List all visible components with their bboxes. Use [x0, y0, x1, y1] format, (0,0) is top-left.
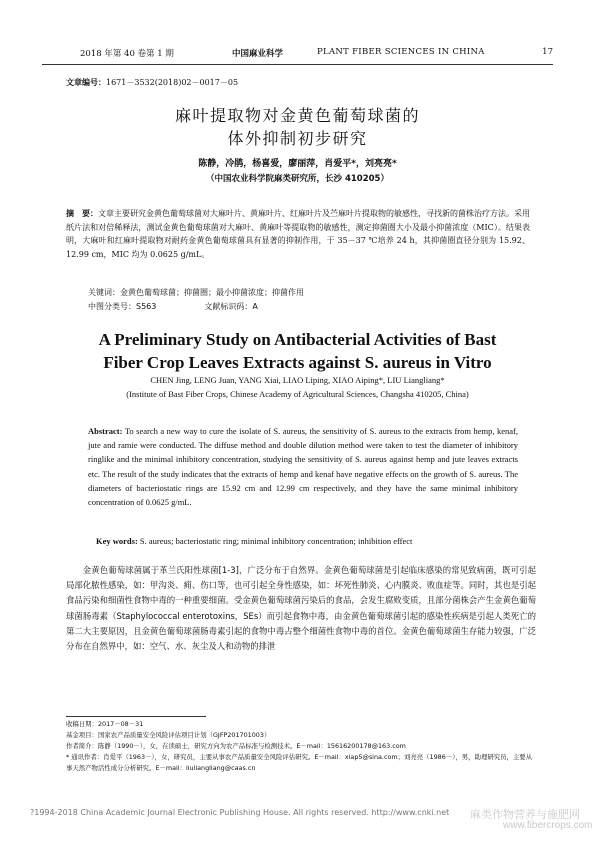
- abstract-en: [88, 424, 518, 509]
- affiliation-cn: （中国农业科学院麻类研究所，长沙 410205）: [206, 174, 389, 184]
- header-rule: [42, 64, 553, 65]
- footnote-fund: 基金项目：国家农产品质量安全风险评估项目计划（GJFP201701003）: [66, 731, 271, 739]
- affiliation-en: (Institute of Bast Fiber Crops, Chinese Academy of Agricultural Sciences, Changsha 410205, China): [126, 389, 469, 399]
- clc-label: 中图分类号：: [88, 302, 136, 311]
- abstract-cn: [66, 207, 530, 261]
- footnote-rule: [66, 716, 206, 717]
- authors-cn: 陈静，冷鹃，杨喜爱，廖丽萍，肖爱平*，刘亮亮*: [198, 159, 397, 169]
- footnote-author: 作者简介：陈静（1990－），女，在读硕士，研究方向为农产品标准与检测技术。E－mail：15616200178@163.com: [66, 742, 406, 750]
- journal-name-en: PLANT FIBER SCIENCES IN CHINA: [317, 47, 485, 57]
- copyright-line: ?1994-2018 China Academic Journal Electronic Publishing House. All rights reserved. http://www.cnki.net: [30, 808, 450, 817]
- doc-code-value: A: [252, 302, 258, 311]
- body-paragraph: 金黄色葡萄球菌属于革兰氏阳性球菌[1-3]，广泛分布于自然界。金黄色葡萄球菌是引起临床感染的常见致病菌，既可引起局部化脓性感染，如：甲沟炎、痈、伤口等，也可引起全身性感染，如：坏死性肺炎、心内膜炎、败血症等。同时，其也是引起食品污染和细菌性食物中毒的一种重要细菌。受金黄色葡萄球菌污染后的食品，会发生腐败变质，且部分菌株会产生金黄色葡萄球菌肠毒素（Staphylococcal enterotoxins，SEs）而引起食物中毒，由金黄色葡萄球菌引起的感染性疾病是引起人类死亡的第二大主要原因，且金黄色葡萄球菌肠毒素引起的食物中毒占整个细菌性食物中毒的首位。金黄色葡萄球菌生存能力较强，广泛分布在自然界中，如：空气、水、灰尘及人和动物的排泄: [66, 565, 536, 652]
- footnote-received: 收稿日期：2017－08－31: [66, 720, 144, 728]
- article-number: [66, 77, 238, 88]
- classification-cn: [88, 301, 258, 312]
- body-text: [66, 563, 536, 654]
- keywords-en-text: S. aureus; bacteriostatic ring; minimal inhibitory concentration; inhibition effect: [139, 536, 413, 546]
- issue-info: 2018 年第 40 卷第 1 期: [80, 49, 174, 59]
- title-en-line1: A Preliminary Study on Antibacterial Activities of Bast: [98, 330, 497, 349]
- title-cn-line1: 麻叶提取物对金黄色葡萄球菌的: [174, 106, 420, 125]
- page-number: 17: [542, 47, 553, 57]
- journal-name-cn: 中国麻业科学: [232, 49, 284, 59]
- abstract-cn-text: 文章主要研究金黄色葡萄球菌对大麻叶片、黄麻叶片、红麻叶片及苎麻叶片提取物的敏感性，寻找新的菌株治疗方法。采用纸片法和对倍稀释法，测试金黄色葡萄球菌对大麻叶、黄麻叶等提取物的敏感性，测定抑菌圈大小及最小抑菌浓度（MIC）。结果表明，大麻叶和红麻叶提取物对耐药金黄色葡萄球菌具有显著的抑制作用，于 35－37 ℃培养 24 h，其抑菌圈直径分别为 15.92、12.99 cm，MIC 均为 0.0625 g/mL。: [66, 209, 530, 259]
- doc-code-label: 文献标识码：: [204, 302, 253, 311]
- keywords-cn-text: 金黄色葡萄球菌；抑菌圈；最小抑菌浓度；抑菌作用: [120, 288, 304, 297]
- footnote-corresponding: * 通讯作者：肖爱平（1963－），女，研究员，主要从事农产品质量安全风险评估研究。E－mail：xiap5@sina.com；刘亮亮（1986－），男，助理研究员，主要从事天然产物活性成分分析研究。E－mail：liuliangliang@caas.cn: [66, 753, 533, 772]
- clc-value: S563: [136, 302, 157, 311]
- title-cn-line2: 体外抑制初步研究: [227, 129, 368, 148]
- article-number-value: 1671－3532(2018)02－0017－05: [106, 78, 239, 87]
- abstract-cn-label: 摘 要：: [66, 209, 98, 218]
- keywords-cn: [88, 287, 304, 298]
- authors-en: CHEN Jing, LENG Juan, YANG Xiai, LIAO Liping, XIAO Aiping*, LIU Liangliang*: [150, 375, 445, 385]
- watermark-en: www.fibercrops.com: [503, 820, 593, 831]
- keywords-en: [96, 536, 412, 546]
- keywords-en-label: Key words:: [96, 536, 138, 546]
- abstract-en-label: Abstract:: [88, 426, 123, 436]
- abstract-en-text: To search a new way to cure the isolate of S. aureus, the sensitivity of S. aureus to the extracts from hemp, kenaf, jute and ramie were conducted. The diffuse method and double dilution method were taken to test the diameter of inhibitory ringlike and the minimal inhibitory concentration, studying the sensitivity of S. aureus against hemp and jute leaves extracts etc. The result of the study indicates that the extracts of hemp and kenaf have negative effects on the growth of S. aureus. The diameters of bacteriostatic rings are 15.92 cm and 12.99 cm respectively, and they have the same minimal inhibitory concentration of 0.0625 g/mL.: [88, 426, 518, 508]
- title-en-line2: Fiber Crop Leaves Extracts against S. aureus in Vitro: [103, 353, 492, 372]
- article-number-label: 文章编号：: [66, 78, 106, 87]
- watermark-cn: 麻类作物营养与施肥网: [470, 808, 580, 821]
- running-header: [42, 47, 553, 61]
- keywords-cn-label: 关键词：: [88, 288, 120, 297]
